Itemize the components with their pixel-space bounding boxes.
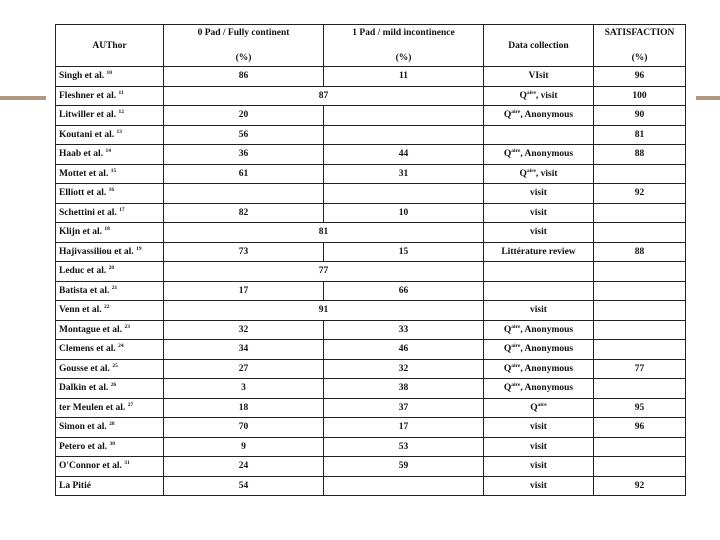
data-collection-cell: visit	[484, 418, 594, 438]
satisfaction-cell	[594, 301, 686, 321]
satisfaction-cell	[594, 379, 686, 399]
satisfaction-cell: 81	[594, 125, 686, 145]
author-cell: Schettini et al. $^{17}$	[56, 203, 164, 223]
satisfaction-cell	[594, 340, 686, 360]
pad0-cell: 20	[164, 106, 324, 126]
pad1-cell: 15	[324, 242, 484, 262]
pad0-cell: 32	[164, 320, 324, 340]
author-cell: Petero et al. $^{30}$	[56, 437, 164, 457]
satisfaction-cell: 88	[594, 242, 686, 262]
pad1-cell: 44	[324, 145, 484, 165]
table-header-row	[56, 25, 686, 67]
satisfaction-cell	[594, 320, 686, 340]
pad1-cell: 33	[324, 320, 484, 340]
pad0-cell: 3	[164, 379, 324, 399]
data-collection-cell: VIsit	[484, 67, 594, 87]
table-row	[56, 223, 686, 243]
pad0-cell: 24	[164, 457, 324, 477]
table-row	[56, 457, 686, 477]
table-row	[56, 164, 686, 184]
table-row	[56, 476, 686, 496]
satisfaction-cell	[594, 281, 686, 301]
pad1-cell: 37	[324, 398, 484, 418]
data-collection-cell: $Q^{aire}$, Anonymous	[484, 145, 594, 165]
left-decorative-line	[0, 96, 46, 100]
header-0-pad: 0 Pad / Fully continent (%)	[164, 25, 324, 67]
pad0-cell	[164, 184, 324, 204]
data-collection-cell: $Q^{aire}$, Anonymous	[484, 106, 594, 126]
data-collection-cell	[484, 281, 594, 301]
data-collection-cell: visit	[484, 457, 594, 477]
table-row	[56, 437, 686, 457]
pad1-cell: 17	[324, 418, 484, 438]
pad0-cell: 56	[164, 125, 324, 145]
author-cell: Fleshner et al. $^{11}$	[56, 86, 164, 106]
satisfaction-cell	[594, 437, 686, 457]
pad1-cell: 31	[324, 164, 484, 184]
author-cell: Dalkin et al. $^{26}$	[56, 379, 164, 399]
table-row	[56, 320, 686, 340]
data-collection-cell	[484, 125, 594, 145]
data-collection-cell: visit	[484, 301, 594, 321]
data-collection-cell: visit	[484, 203, 594, 223]
combined-continence-cell: 87	[164, 86, 484, 106]
satisfaction-cell	[594, 457, 686, 477]
author-cell: Venn et al. $^{22}$	[56, 301, 164, 321]
pad1-cell: 59	[324, 457, 484, 477]
pad1-cell	[324, 476, 484, 496]
table-row	[56, 203, 686, 223]
satisfaction-cell: 88	[594, 145, 686, 165]
header-data-collection: Data collection	[484, 25, 594, 67]
author-cell: Koutani et al. $^{13}$	[56, 125, 164, 145]
table-row	[56, 106, 686, 126]
table-row	[56, 242, 686, 262]
pad0-cell: 9	[164, 437, 324, 457]
data-collection-cell: visit	[484, 223, 594, 243]
data-collection-cell: $Q^{aire}$, visit	[484, 86, 594, 106]
pad0-cell: 82	[164, 203, 324, 223]
author-cell: Haab et al. $^{14}$	[56, 145, 164, 165]
pad0-cell: 36	[164, 145, 324, 165]
combined-continence-cell: 81	[164, 223, 484, 243]
table-row	[56, 262, 686, 282]
satisfaction-cell: 95	[594, 398, 686, 418]
table-row	[56, 398, 686, 418]
satisfaction-cell	[594, 262, 686, 282]
table-row	[56, 67, 686, 87]
table-row	[56, 359, 686, 379]
pad0-cell: 34	[164, 340, 324, 360]
combined-continence-cell: 91	[164, 301, 484, 321]
author-cell: Clemens et al. $^{24}$	[56, 340, 164, 360]
pad1-cell: 32	[324, 359, 484, 379]
author-cell: Gousse et al. $^{25}$	[56, 359, 164, 379]
pad1-cell	[324, 125, 484, 145]
pad1-cell: 10	[324, 203, 484, 223]
data-collection-cell: $Q^{aire}$, Anonymous	[484, 379, 594, 399]
satisfaction-cell	[594, 164, 686, 184]
combined-continence-cell: 77	[164, 262, 484, 282]
table-row	[56, 125, 686, 145]
data-collection-cell: visit	[484, 184, 594, 204]
pad0-cell: 70	[164, 418, 324, 438]
data-collection-cell: $Q^{aire}$, visit	[484, 164, 594, 184]
header-satisfaction: SATISFACTION (%)	[594, 25, 686, 67]
pad1-cell: 38	[324, 379, 484, 399]
author-cell: Batista et al. $^{21}$	[56, 281, 164, 301]
pad0-cell: 61	[164, 164, 324, 184]
author-cell: Singh et al. $^{10}$	[56, 67, 164, 87]
pad1-cell: 46	[324, 340, 484, 360]
data-collection-cell: $Q^{aire}$, Anonymous	[484, 359, 594, 379]
data-collection-cell: $Q^{aire}$, Anonymous	[484, 320, 594, 340]
header-author: AUThor	[56, 25, 164, 67]
table-row	[56, 86, 686, 106]
pad1-cell: 66	[324, 281, 484, 301]
satisfaction-cell	[594, 203, 686, 223]
pad1-cell	[324, 184, 484, 204]
author-cell: Leduc et al. $^{20}$	[56, 262, 164, 282]
pad1-cell: 53	[324, 437, 484, 457]
data-collection-cell: $Q^{aire}$	[484, 398, 594, 418]
author-cell: Hajivassiliou et al. $^{19}$	[56, 242, 164, 262]
pad0-cell: 54	[164, 476, 324, 496]
data-collection-cell: visit	[484, 437, 594, 457]
continence-results-table	[55, 24, 686, 496]
author-cell: Montague et al. $^{23}$	[56, 320, 164, 340]
satisfaction-cell	[594, 223, 686, 243]
pad0-cell: 27	[164, 359, 324, 379]
satisfaction-cell: 100	[594, 86, 686, 106]
right-decorative-line	[696, 96, 720, 100]
pad0-cell: 17	[164, 281, 324, 301]
data-collection-cell: visit	[484, 476, 594, 496]
table-row	[56, 145, 686, 165]
data-collection-cell: Littérature review	[484, 242, 594, 262]
satisfaction-cell: 96	[594, 67, 686, 87]
author-cell: Simon et al. $^{28}$	[56, 418, 164, 438]
satisfaction-cell: 77	[594, 359, 686, 379]
satisfaction-cell: 90	[594, 106, 686, 126]
satisfaction-cell: 92	[594, 184, 686, 204]
satisfaction-cell: 96	[594, 418, 686, 438]
author-cell: Mottet et al. $^{15}$	[56, 164, 164, 184]
table-row	[56, 301, 686, 321]
pad0-cell: 86	[164, 67, 324, 87]
author-cell: Elliott et al. $^{16}$	[56, 184, 164, 204]
author-cell: Litwiller et al. $^{12}$	[56, 106, 164, 126]
table-row	[56, 340, 686, 360]
table-row	[56, 281, 686, 301]
satisfaction-cell: 92	[594, 476, 686, 496]
author-cell: O'Connor et al. $^{31}$	[56, 457, 164, 477]
author-cell: Klijn et al. $^{18}$	[56, 223, 164, 243]
pad0-cell: 73	[164, 242, 324, 262]
author-cell: La Pitié	[56, 476, 164, 496]
table-row	[56, 379, 686, 399]
pad1-cell	[324, 106, 484, 126]
pad1-cell: 11	[324, 67, 484, 87]
data-collection-cell: $Q^{aire}$, Anonymous	[484, 340, 594, 360]
table-row	[56, 418, 686, 438]
pad0-cell: 18	[164, 398, 324, 418]
table-row	[56, 184, 686, 204]
author-cell: ter Meulen et al. $^{27}$	[56, 398, 164, 418]
header-1-pad: 1 Pad / mild incontinence (%)	[324, 25, 484, 67]
data-collection-cell	[484, 262, 594, 282]
